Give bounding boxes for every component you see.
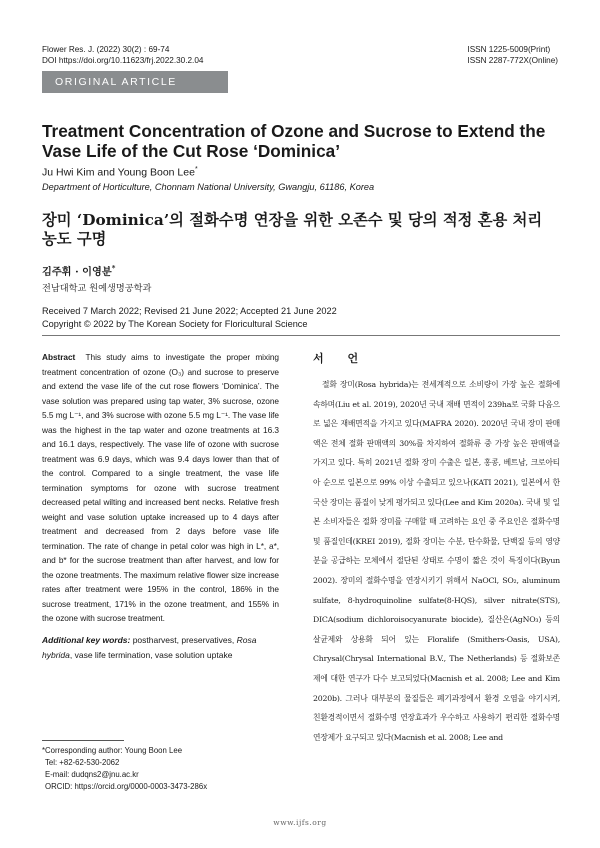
introduction-body: 절화 장미(Rosa hybrida)는 전세계적으로 소비량이 가장 높은 절화에 속하며(Liu et al. 2019), 2020년 국내 재배 면적이 239ha로 국화 다음으로 넓은 재배면적을 가지고 있다(MAFRA 2020). 2020년 국내 장미 판매액은 전체 절화 판매액의 30%를 차지하여 절화류 중 가장 높은 판매액을 가지고 있다. 특히 2021년 절화 장미 수출은 일본, 홍콩, 베트남, 크로아티아 순으로 일본으로 99% 이상 수출되고 있으나(KATI 2021), 일본에서 한국산 장미는 품질이 낮게 평가되고 있다(Lee and Kim 2020a). 국내 및 일본 소비자들은 절화 장미를 구매할 때 고려하는 요인 중 주요인은 절화수명 및 품질인데(KREI 2019), 절화 장미는 수분, 탄수화물, 단백질 등의 영양분을 공급하는 모체에서 절단된 상태로 수명이 짧은 것이 특징이다(Byun 2002). 장미의 절화수명을 연장시키기 위해서 NaOCl, SO₂, aluminum sulfate, 8-hydroquinoline sulfate(8-HQS), silver nitrate(STS), DICA(sodium dichloroisocyanurate biocide), 질산은(AgNO₃) 등의 살균제와 상용화 되어 있는 Floralife (Smithers-Oasis, USA), Chrysal(Chrysal International B.V., The Netherlands) 등 절화보존제에 대한 연구가 다수 보고되었다(Macnish et al. 2008; Lee and Kim 2020b). 그러나 대부분의 물질들은 폐기과정에서 환경 오염을 야기시켜, 친환경적이면서 절화수명 연장효과가 우수하고 사용하기 편리한 절화수명 연장제가 요구되고 있다(Macnish et al. 2008; Lee and <box>313 380 560 742</box>
article-title-ko: 장미 ‘Dominica’의 절화수명 연장을 위한 오존수 및 당의 적정 혼용 처리 농도 구명 <box>42 211 543 248</box>
keywords-text-2: , vase life termination, vase solution uptake <box>69 649 233 660</box>
corresponding-footnote <box>42 745 282 793</box>
corresponding-mark: * <box>194 166 198 173</box>
keywords-label: Additional key words: <box>42 635 131 645</box>
article-title-en: Treatment Concentration of Ozone and Sucrose to Extend the Vase Life of the Cut Rose ‘Dominica’ <box>42 121 546 161</box>
authors-en <box>42 166 198 179</box>
issn-online: ISSN 2287-772X(Online) <box>467 56 558 65</box>
doi-link[interactable]: DOI https://doi.org/10.11623/frj.2022.30.2.04 <box>42 56 204 65</box>
corresponding-author: *Corresponding author: Young Boon Lee <box>42 746 183 755</box>
copyright-line: Copyright © 2022 by The Korean Society for Floricultural Science <box>42 319 308 329</box>
journal-website[interactable]: www.ijfs.org <box>273 818 327 827</box>
footnote-orcid[interactable]: ORCID: https://orcid.org/0000-0003-3473-286x <box>45 782 208 791</box>
abstract-text: This study aims to investigate the proper mixing treatment concentration of ozone (O₃) and sucrose to preserve and extend the vase life of the cut rose flowers ‘Dominica’. The vase solution was prepared using tap water, 3% sucrose, ozone 5.5 mg L⁻¹, and 3% sucrose with ozone 5.5 mg L⁻¹. The vase life was the highest in the tap water and ozone treatments at 16.3 and 16.1 days, respectively. The vase life of ozone with sucrose treatment was 6.9 days, which was 9.4 days lower than that of the control. Compared to a single treatment, the vase life termination symptoms for ozone with sucrose treatment decreased petal wilting and increased bent necks. Relative fresh weight and vase solution uptake increased up to 4 days after treatment and decreased from 2 days before vase life termination. The rate of change in petal color was high in L*, a*, and b* for the sucrose treatment than after harvest, and low for the ozone treatments. The maximum relative flower size increase rates after treatment were 195% in the control, 186% in the sucrose treatment, 171% in the ozone treatment, and 155% in the ozone with sucrose treatment. <box>42 352 279 623</box>
author-names-ko: 김주휘 · 이영분 <box>42 266 112 278</box>
header-divider <box>42 335 560 336</box>
footnote-tel: Tel: +82-62-530-2062 <box>45 758 120 767</box>
article-type-badge: ORIGINAL ARTICLE <box>42 71 228 93</box>
affiliation-en: Department of Horticulture, Chonnam National University, Gwangju, 61186, Korea <box>42 182 375 192</box>
authors-ko <box>42 263 115 278</box>
issn-print: ISSN 1225-5009(Print) <box>467 45 551 54</box>
footnote-divider <box>42 740 124 741</box>
journal-line: Flower Res. J. (2022) 30(2) : 69-74 <box>42 45 170 54</box>
abstract-label: Abstract <box>42 352 76 362</box>
keywords-species: Rosa hybrida <box>42 635 257 660</box>
abstract <box>42 350 279 626</box>
corresponding-mark-ko: * <box>111 263 116 273</box>
keywords <box>42 633 279 662</box>
footnote-email[interactable]: E-mail: dudqns2@jnu.ac.kr <box>45 770 139 779</box>
section-heading-introduction: 서 언 <box>313 352 369 365</box>
affiliation-ko: 전남대학교 원예생명공학과 <box>42 283 152 294</box>
author-names-en: Ju Hwi Kim and Young Boon Lee <box>42 166 195 179</box>
keywords-text-1: postharvest, preservatives, <box>130 635 237 645</box>
article-dates <box>42 305 337 331</box>
journal-citation <box>42 44 203 66</box>
received-dates: Received 7 March 2022; Revised 21 June 2022; Accepted 21 June 2022 <box>42 306 337 316</box>
issn-block <box>467 44 558 66</box>
